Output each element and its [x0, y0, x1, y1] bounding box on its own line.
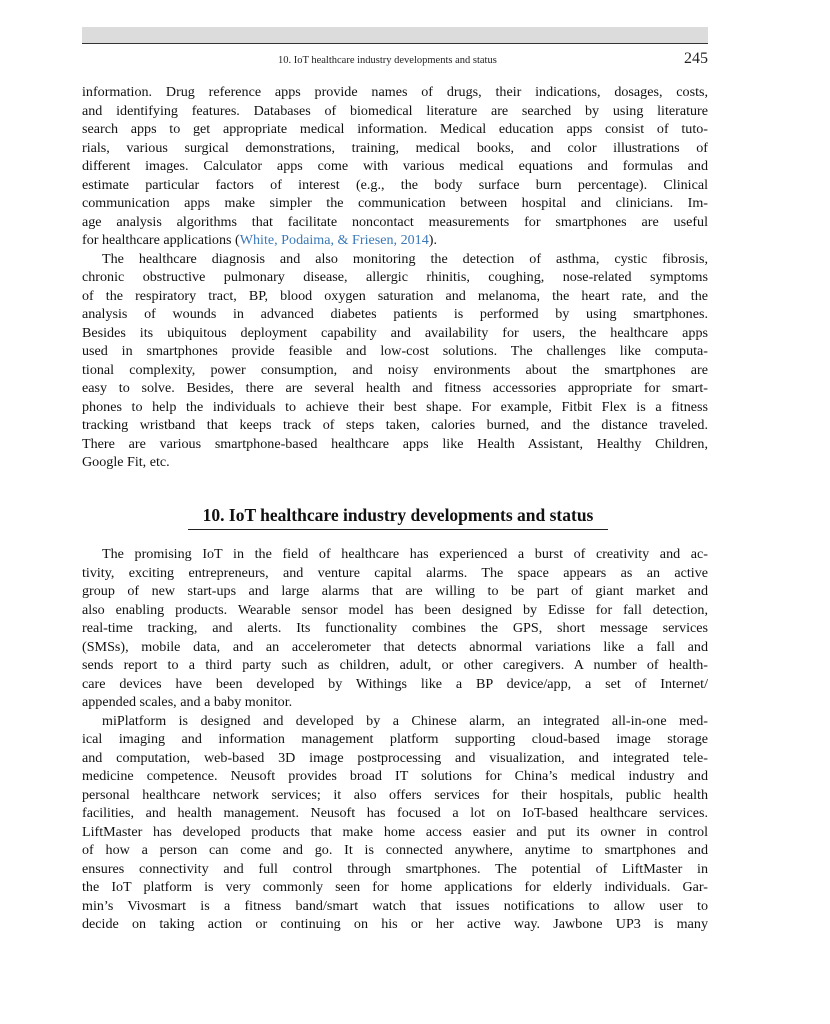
- text-line: tional complexity, power consumption, and noisy environments about the smartphones are: [82, 361, 708, 378]
- text-line: rials, various surgical demonstrations, training, medical books, and color illustrations of: [82, 139, 708, 156]
- text-line: miPlatform is designed and developed by a Chinese alarm, an integrated all-in-one med-: [102, 712, 708, 729]
- page-number: 245: [684, 50, 708, 67]
- text-line: The healthcare diagnosis and also monitoring the detection of asthma, cystic fibrosis,: [102, 250, 708, 267]
- page-header-band: [82, 27, 708, 43]
- running-title: 10. IoT healthcare industry developments and status: [278, 55, 497, 66]
- text-line: Besides its ubiquitous deployment capability and availability for users, the healthcare apps: [82, 324, 708, 341]
- text-line: (SMSs), mobile data, and an accelerometer that detects abnormal variations like a fall and: [82, 638, 708, 655]
- text-line: phones to help the individuals to achieve their best shape. For example, Fitbit Flex is a fitness: [82, 398, 708, 415]
- text-line: The promising IoT in the field of healthcare has experienced a burst of creativity and ac-: [102, 546, 708, 562]
- text-line: LiftMaster has developed products that make home access easier and put its owner in control: [82, 823, 708, 840]
- text-line: chronic obstructive pulmonary disease, allergic rhinitis, coughing, nose-related symptoms: [82, 269, 708, 285]
- text-segment: for healthcare applications (: [82, 232, 240, 248]
- text-line: search apps to get appropriate medical information. Medical education apps consist of tuto-: [82, 121, 708, 137]
- header-rule: [82, 43, 708, 44]
- text-line: real-time tracking, and alerts. Its functionality combines the GPS, short message services: [82, 620, 708, 636]
- paragraph-1: [82, 83, 708, 250]
- text-line: ical imaging and information management platform supporting cloud-based image storage: [82, 731, 708, 747]
- text-line: Google Fit, etc.: [82, 454, 170, 470]
- text-line: used in smartphones provide feasible and low-cost solutions. The challenges like computa-: [82, 343, 708, 359]
- text-line: and computation, web-based 3D image postprocessing and visualization, and integrated tele-: [82, 749, 708, 766]
- paragraph-3: [82, 545, 708, 712]
- text-line: medicine competence. Neusoft provides broad IT solutions for China’s medical industry and: [82, 768, 708, 784]
- text-line: decide on taking action or continuing on his or her active way. Jawbone UP3 is many: [82, 916, 708, 932]
- text-line: [82, 231, 708, 250]
- citation-link[interactable]: White, Podaima, & Friesen, 2014: [239, 232, 429, 248]
- text-line: estimate particular factors of interest (e.g., the body surface burn percentage). Clinical: [82, 176, 708, 193]
- paragraph-4: [82, 712, 708, 934]
- text-line: the IoT platform is very commonly seen for home applications for elderly individuals. Gar-: [82, 879, 708, 895]
- text-line: analysis of wounds in advanced diabetes patients is performed by using smartphones.: [82, 306, 708, 322]
- text-line: age analysis algorithms that facilitate noncontact measurements for smartphones are useful: [82, 213, 708, 230]
- text-line: appended scales, and a baby monitor.: [82, 694, 293, 710]
- text-line: also enabling products. Wearable sensor model has been designed by Edisse for fall detection,: [82, 601, 708, 618]
- text-line: easy to solve. Besides, there are several health and fitness accessories appropriate for smart-: [82, 380, 708, 396]
- text-line: and identifying features. Databases of biomedical literature are searched by using literature: [82, 102, 708, 119]
- text-line: ensures connectivity and full control through smartphones. The potential of LiftMaster in: [82, 860, 708, 877]
- paragraph-2: [82, 250, 708, 472]
- text-line: care devices have been developed by Withings like a BP device/app, a set of Internet/: [82, 675, 708, 692]
- text-line: communication apps make simpler the communication between hospital and clinicians. Im-: [82, 195, 708, 211]
- text-line: tracking wristband that keeps track of steps taken, calories burned, and the distance traveled.: [82, 417, 708, 433]
- section-heading: 10. IoT healthcare industry developments and status: [188, 504, 608, 530]
- text-line: of how a person can come and go. It is connected anywhere, anytime to smartphones and: [82, 842, 708, 858]
- text-line: min’s Vivosmart is a fitness band/smart watch that issues notifications to allow user to: [82, 897, 708, 914]
- text-line: sends report to a third party such as children, adult, or other caregivers. A number of health-: [82, 657, 708, 673]
- text-segment: ).: [428, 232, 437, 248]
- text-line: personal healthcare network services; it also offers services for their hospitals, public health: [82, 786, 708, 803]
- text-line: facilities, and health management. Neusoft has focused a lot on IoT-based healthcare services.: [82, 805, 708, 821]
- text-line: tivity, exciting entrepreneurs, and venture capital alarms. The space appears as an active: [82, 564, 708, 581]
- text-line: information. Drug reference apps provide names of drugs, their indications, dosages, costs,: [82, 84, 708, 100]
- running-head: [82, 50, 708, 72]
- text-line: There are various smartphone-based healthcare apps like Health Assistant, Healthy Children,: [82, 435, 708, 452]
- text-line: different images. Calculator apps come with various medical equations and formulas and: [82, 158, 708, 174]
- text-line: group of new start-ups and large alarms that are willing to be part of giant market and: [82, 583, 708, 599]
- text-line: of the respiratory tract, BP, blood oxygen saturation and melanoma, the heart rate, and the: [82, 287, 708, 304]
